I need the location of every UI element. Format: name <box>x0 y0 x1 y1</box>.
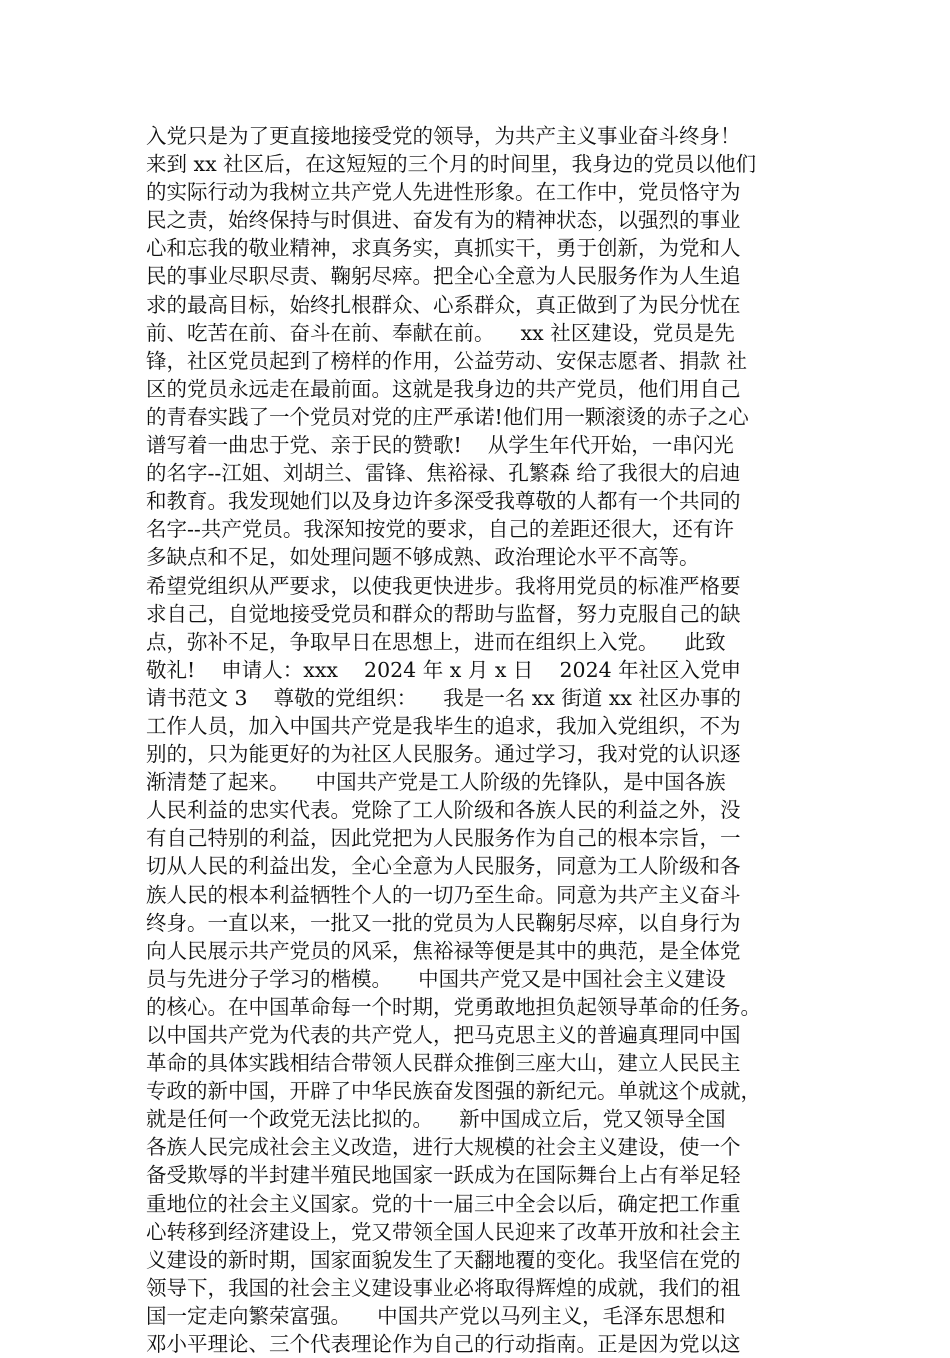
text-line: 请书范文 3 尊敬的党组织： 我是一名 xx 街道 xx 社区办事的 <box>146 685 741 710</box>
text-line: 备受欺辱的半封建半殖民地国家一跃成为在国际舞台上占有举足轻 <box>146 1163 741 1188</box>
text-line: 邓小平理论、三个代表理论作为自己的行动指南。正是因为党以这 <box>146 1332 741 1357</box>
text-line: 各族人民完成社会主义改造，进行大规模的社会主义建设，使一个 <box>146 1135 741 1160</box>
text-line: 和教育。我发现她们以及身边许多深受我尊敬的人都有一个共同的 <box>146 489 741 514</box>
text-line: 名字--共产党员。我深知按党的要求，自己的差距还很大，还有许 <box>146 517 734 542</box>
body-text <box>146 122 866 1358</box>
text-line: 义建设的新时期，国家面貌发生了天翻地覆的变化。我坚信在党的 <box>146 1247 741 1272</box>
text-line: 多缺点和不足，如处理问题不够成熟、政治理论水平不高等。 <box>146 545 700 570</box>
text-line: 别的，只为能更好的为社区人民服务。通过学习，我对党的认识逐 <box>146 742 741 767</box>
text-line: 国一定走向繁荣富强。 中国共产党以马列主义，毛泽东思想和 <box>146 1303 726 1328</box>
text-line: 来到 xx 社区后，在这短短的三个月的时间里，我身边的党员以他们 <box>146 152 757 177</box>
text-line: 心和忘我的敬业精神，求真务实，真抓实干，勇于创新，为党和人 <box>146 236 741 261</box>
text-line: 民的事业尽职尽责、鞠躬尽瘁。把全心全意为人民服务作为人生追 <box>146 264 741 289</box>
text-line: 领导下，我国的社会主义建设事业必将取得辉煌的成就，我们的祖 <box>146 1275 741 1300</box>
text-line: 民之责，始终保持与时俱进、奋发有为的精神状态，以强烈的事业 <box>146 208 741 233</box>
text-line: 工作人员，加入中国共产党是我毕生的追求，我加入党组织，不为 <box>146 713 741 738</box>
text-line: 心转移到经济建设上，党又带领全国人民迎来了改革开放和社会主 <box>146 1219 741 1244</box>
text-line: 切从人民的利益出发，全心全意为人民服务，同意为工人阶级和各 <box>146 854 741 879</box>
text-line: 的核心。在中国革命每一个时期，党勇敢地担负起领导革命的任务。 <box>146 994 761 1019</box>
text-line: 有自己特别的利益，因此党把为人民服务作为自己的根本宗旨，一 <box>146 826 741 851</box>
text-line: 的名字--江姐、刘胡兰、雷锋、焦裕禄、孔繁森 给了我很大的启迪 <box>146 461 741 486</box>
text-line: 革命的具体实践相结合带领人民群众推倒三座大山，建立人民民主 <box>146 1051 741 1076</box>
text-line: 敬礼! 申请人：xxx 2024 年 x 月 x 日 2024 年社区入党申 <box>146 657 742 682</box>
text-line: 渐清楚了起来。 中国共产党是工人阶级的先锋队，是中国各族 <box>146 770 726 795</box>
text-line: 求自己，自觉地接受党员和群众的帮助与监督，努力克服自己的缺 <box>146 601 741 626</box>
text-line: 的实际行动为我树立共产党人先进性形象。在工作中，党员恪守为 <box>146 180 741 205</box>
text-line: 员与先进分子学习的楷模。 中国共产党又是中国社会主义建设 <box>146 966 726 991</box>
text-line: 族人民的根本利益牺牲个人的一切乃至生命。同意为共产主义奋斗 <box>146 882 741 907</box>
text-line: 点，弥补不足，争取早日在思想上，进而在组织上入党。 此致 <box>146 629 726 654</box>
text-line: 锋，社区党员起到了榜样的作用，公益劳动、安保志愿者、捐款 社 <box>146 348 748 373</box>
text-line: 的青春实践了一个党员对党的庄严承诺!他们用一颗滚烫的赤子之心 <box>146 404 749 429</box>
text-line: 就是任何一个政党无法比拟的。 新中国成立后，党又领导全国 <box>146 1107 726 1132</box>
text-line: 专政的新中国，开辟了中华民族奋发图强的新纪元。单就这个成就， <box>146 1079 761 1104</box>
text-line: 重地位的社会主义国家。党的十一届三中全会以后，确定把工作重 <box>146 1191 741 1216</box>
text-line: 求的最高目标，始终扎根群众、心系群众，真正做到了为民分忧在 <box>146 292 741 317</box>
text-line: 以中国共产党为代表的共产党人，把马克思主义的普遍真理同中国 <box>146 1023 741 1047</box>
text-line: 向人民展示共产党员的风采，焦裕禄等便是其中的典范，是全体党 <box>146 938 741 963</box>
text-line: 区的党员永远走在最前面。这就是我身边的共产党员，他们用自己 <box>146 376 741 401</box>
text-line: 谱写着一曲忠于党、亲于民的赞歌! 从学生年代开始，一串闪光 <box>146 433 734 458</box>
text-line: 人民利益的忠实代表。党除了工人阶级和各族人民的利益之外，没 <box>146 798 741 823</box>
text-line: 希望党组织从严要求，以使我更快进步。我将用党员的标准严格要 <box>146 573 741 598</box>
text-line: 终身。一直以来，一批又一批的党员为人民鞠躬尽瘁，以自身行为 <box>146 910 741 935</box>
text-line: 前、吃苦在前、奋斗在前、奉献在前。 xx 社区建设，党员是先 <box>146 320 735 345</box>
text-line: 入党只是为了更直接地接受党的领导，为共产主义事业奋斗终身！ <box>146 124 741 148</box>
